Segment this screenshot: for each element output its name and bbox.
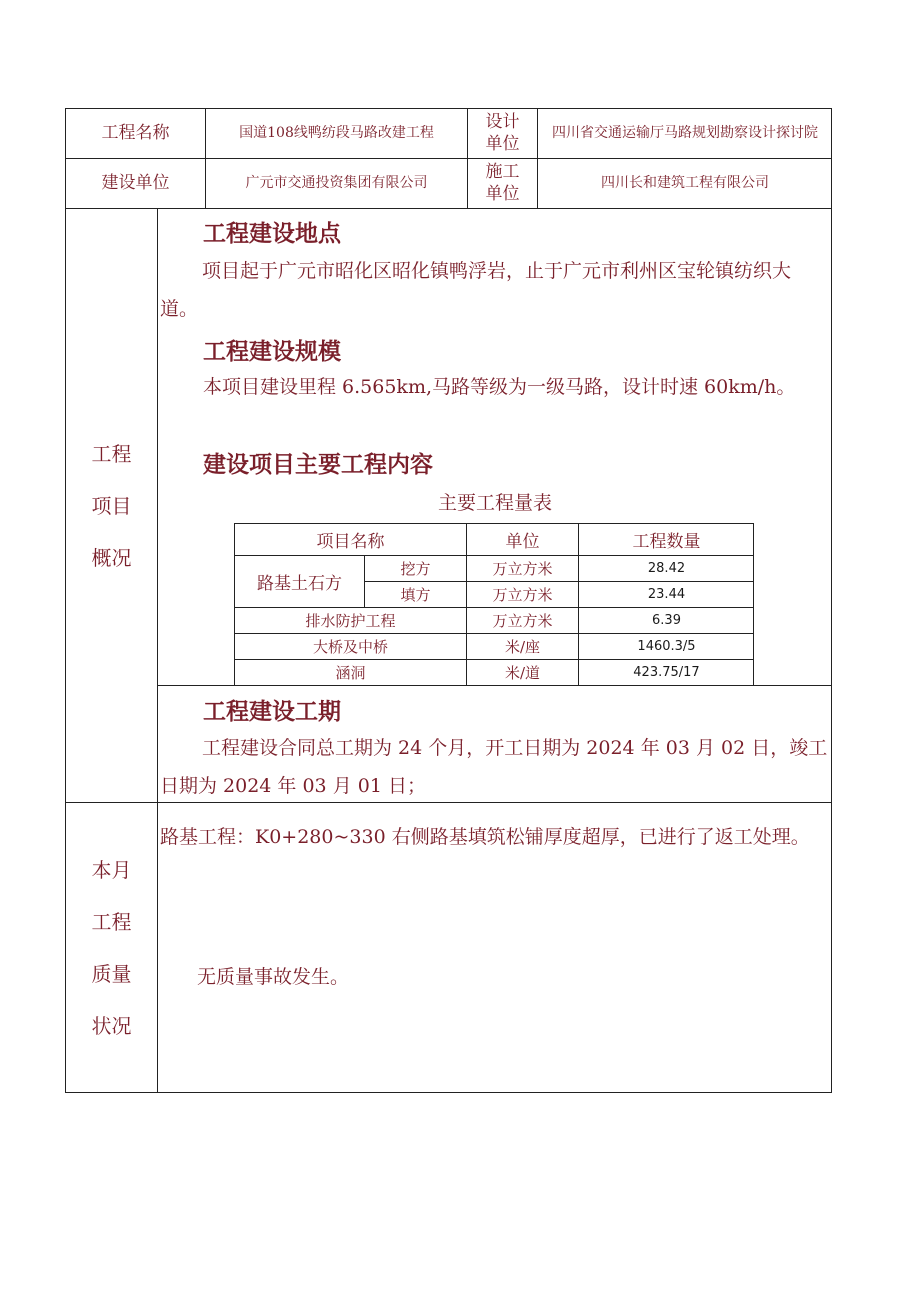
qt-group-label: 路基土石方 <box>257 574 342 594</box>
qt-row-unit: 米/道 <box>504 664 541 682</box>
scale-text: 本项目建设里程 6.565km,马路等级为一级马路，设计时速 60km/h。 <box>203 376 796 398</box>
content-heading: 建设项目主要工程内容 <box>203 451 433 478</box>
owner-unit-value: 广元市交通投资集团有限公司 <box>245 174 428 191</box>
period-heading: 工程建设工期 <box>203 698 341 725</box>
project-name-label: 工程名称 <box>101 122 170 143</box>
qt-header-name: 项目名称 <box>316 532 385 552</box>
construction-unit-label: 施工单位 <box>485 162 520 204</box>
qt-row-qty: 423.75/17 <box>633 665 700 680</box>
construction-unit-value: 四川长和建筑工程有限公司 <box>601 174 769 191</box>
row-divider <box>65 208 832 209</box>
qt-row-unit: 米/座 <box>504 638 541 656</box>
col-divider <box>157 208 158 1093</box>
scale-heading: 工程建设规模 <box>203 338 341 365</box>
design-unit-value: 四川省交通运输厅马路规划勘察设计探讨院 <box>552 124 818 141</box>
qt-row-name: 填方 <box>400 586 431 604</box>
qt-row-name: 挖方 <box>400 560 431 578</box>
side-label-line: 工程 <box>91 910 132 934</box>
period-text: 工程建设合同总工期为 24 个月，开工日期为 2024 年 03 月 02 日，竣工日期为 2024 年 03 月 01 日； <box>160 737 828 797</box>
side-label-line: 工程 <box>91 441 132 466</box>
side-label-line: 质量 <box>91 962 132 986</box>
quality-no-accident-text: 无质量事故发生。 <box>197 966 350 988</box>
side-label-line: 概况 <box>91 545 132 570</box>
qt-row-qty: 23.44 <box>647 587 686 602</box>
qt-row-unit: 万立方米 <box>492 612 553 630</box>
qt-header-qty: 工程数量 <box>632 532 701 552</box>
location-heading: 工程建设地点 <box>203 220 341 247</box>
table-caption: 主要工程量表 <box>437 492 552 514</box>
qt-row-name: 排水防护工程 <box>305 612 396 630</box>
qt-row-unit: 万立方米 <box>492 560 553 578</box>
qt-header-unit: 单位 <box>505 532 540 552</box>
overview-side-label <box>66 209 157 802</box>
qt-row-qty: 6.39 <box>652 613 681 628</box>
qt-row-qty: 28.42 <box>647 561 686 576</box>
project-name-value: 国道108线鸭纺段马路改建工程 <box>239 124 434 141</box>
location-text: 项目起于广元市昭化区昭化镇鸭浮岩，止于广元市利州区宝轮镇纺织大道。 <box>160 260 792 320</box>
row-divider <box>157 685 832 686</box>
qt-row-unit: 万立方米 <box>492 586 553 604</box>
owner-unit-label: 建设单位 <box>101 172 170 193</box>
qt-row-name: 大桥及中桥 <box>312 638 388 656</box>
side-label-line: 本月 <box>91 858 132 882</box>
quality-text: 路基工程：K0+280~330 右侧路基填筑松铺厚度超厚，已进行了返工处理。 <box>160 826 810 848</box>
qt-row-name: 涵洞 <box>335 664 366 682</box>
design-unit-label: 设计单位 <box>485 112 520 154</box>
side-label-line: 状况 <box>91 1014 132 1038</box>
side-label-line: 项目 <box>91 493 132 518</box>
qt-row-qty: 1460.3/5 <box>637 639 696 654</box>
quality-side-label <box>66 803 157 1093</box>
